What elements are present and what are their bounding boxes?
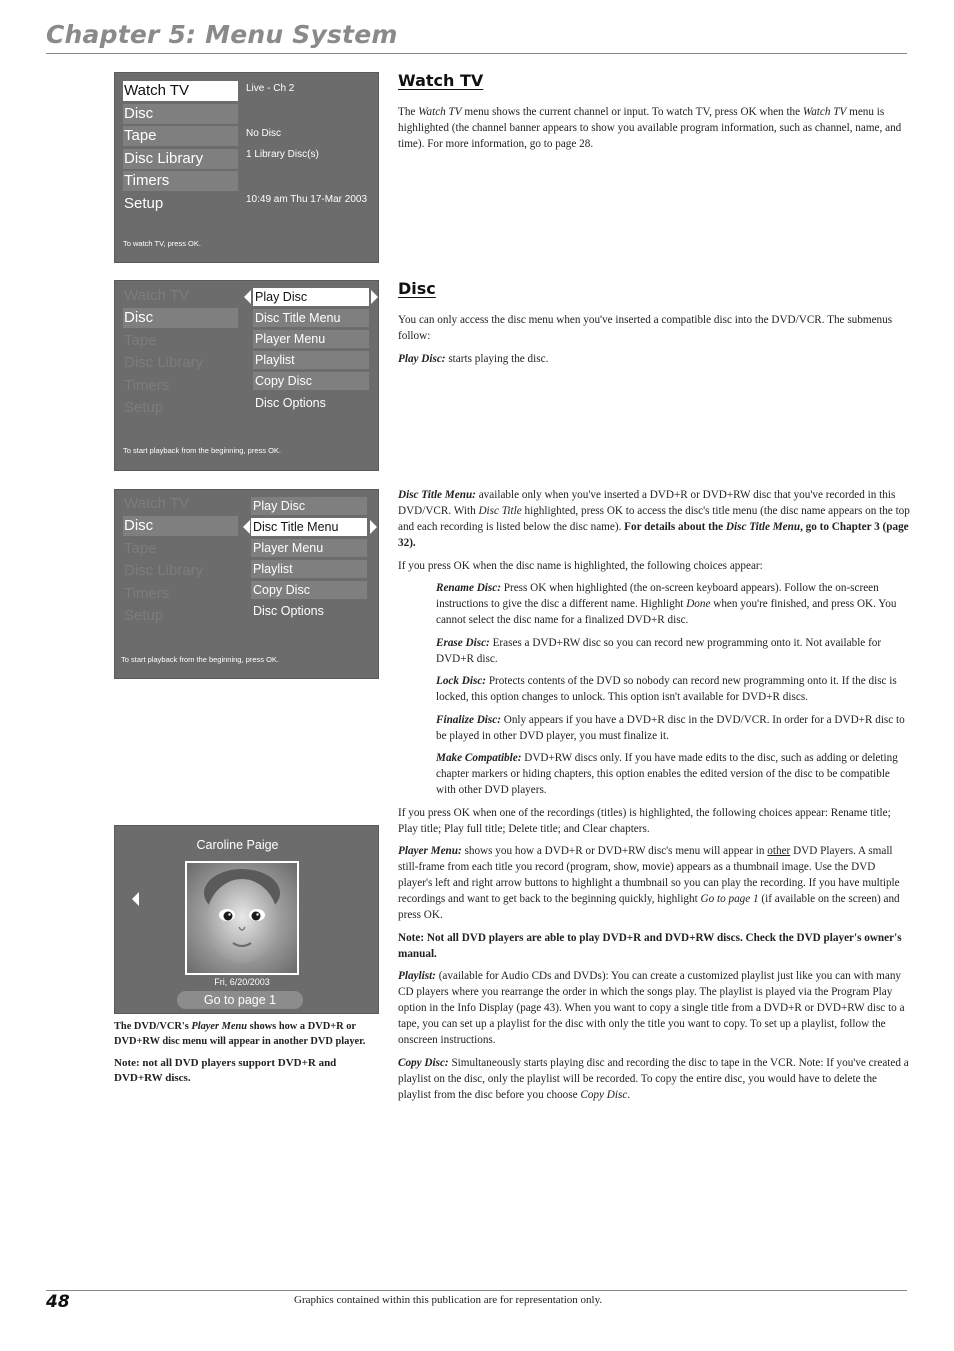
players-note: Note: Not all DVD players are able to play DVD+R and DVD+RW discs. Check the DVD player's owner's manual. [398, 932, 902, 960]
rename-disc-desc [436, 580, 910, 628]
term: Finalize Disc: [436, 714, 501, 726]
menu-item-setup[interactable]: Setup [124, 607, 164, 624]
menu-item-tape[interactable]: Tape [124, 332, 157, 349]
caption-part: shows how a DVD+R or DVD+RW disc menu will appear in another DVD player. [114, 1021, 366, 1047]
text: Erases a DVD+RW disc so you can record new programming onto it. Not available for DVD+R disc. [436, 637, 882, 665]
titles-choices: If you press OK when one of the recordings (titles) is highlighted, the following choices appear: Rename title; Play title; Play full title; Delete title; and Clear chapters. [398, 807, 891, 835]
text-italic: Copy Disc [580, 1089, 628, 1101]
menu-item-timers[interactable]: Timers [124, 377, 170, 394]
menu-item-tape[interactable]: Tape [123, 126, 238, 146]
text: available only when you've inserted a DVD+R or DVD+RW disc that you've recorded in this DVD/VCR. With [398, 489, 896, 517]
menu-item-setup[interactable]: Setup [124, 195, 164, 212]
term: Player Menu: [398, 845, 462, 857]
text: menu is highlighted (the channel banner appears to show you available program information, such as channel, name, and time). For more information, go to page 28. [398, 106, 902, 150]
page-number: 48 [46, 1292, 70, 1312]
menu-item-disc[interactable]: Disc [123, 104, 238, 124]
recording-date: Fri, 6/20/2003 [214, 977, 270, 987]
text: starts playing the disc. [445, 353, 549, 365]
menu-item-watch-tv[interactable]: Watch TV [124, 495, 190, 512]
text-bold: For details about the [624, 521, 726, 533]
library-status: 1 Library Disc(s) [246, 149, 319, 160]
text: . [627, 1089, 631, 1101]
make-compatible-desc [436, 750, 910, 798]
text: Only appears if you have a DVD+R disc in the DVD/VCR. In order for a DVD+R disc to be played in other DVD player, you must finalize it. [436, 714, 905, 742]
menu-item-setup[interactable]: Setup [124, 399, 164, 416]
text-bold-italic: Disc Title Menu [725, 521, 801, 533]
player-menu-caption [114, 1019, 382, 1049]
section-heading-disc: Disc [398, 279, 436, 298]
submenu-playlist[interactable]: Playlist [253, 351, 369, 369]
term: Play Disc: [398, 353, 446, 365]
text: menu shows the current channel or input. To watch TV, press OK when the [461, 106, 803, 118]
submenu-disc-options[interactable]: Disc Options [253, 604, 324, 618]
left-arrow-icon[interactable] [132, 892, 139, 906]
footer-notice: Graphics contained within this publication are for representation only. [294, 1294, 603, 1306]
thumbnail-frame[interactable] [185, 861, 299, 975]
text: Simultaneously starts playing disc and recording the disc to tape in the VCR. Note: If you've created a playlist on the disc, only the playlist will be recorded. To copy the entire disc, you would have to delete the playlist from the disc before you choose [398, 1057, 909, 1101]
text: highlighted, press OK to access the disc's title menu (the disc name appears on the top and each recording is listed below the disc name). [398, 505, 910, 533]
menu-item-disc[interactable]: Disc [123, 516, 238, 536]
disc-intro: You can only access the disc menu when you've inserted a compatible disc into the DVD/VCR. The submenus follow: [398, 314, 893, 342]
erase-disc-desc [436, 635, 910, 667]
text-underlined: other [767, 845, 791, 857]
hint-text: To start playback from the beginning, press OK. [121, 655, 279, 664]
text: Protects contents of the DVD so nobody can record new programming onto it. If the disc is locked, this option changes to unlock. This option isn't available for DVD+R discs. [436, 675, 897, 703]
clock-readout: 10:49 am Thu 17-Mar 2003 [246, 194, 368, 205]
menu-item-tape[interactable]: Tape [124, 540, 157, 557]
section-heading-watch-tv: Watch TV [398, 71, 484, 90]
text-italic: Watch TV [802, 106, 847, 118]
text: DVD+RW discs only. If you have made edits to the disc, such as adding or deleting chapter markers or hiding chapters, this option enables the edited version of the disc to be compatible with other DVD players. [436, 752, 898, 796]
term: Copy Disc: [398, 1057, 449, 1069]
submenu-play-disc[interactable]: Play Disc [251, 497, 367, 515]
text-italic: Done [686, 598, 711, 610]
submenu-disc-options[interactable]: Disc Options [255, 396, 326, 410]
recording-title: Caroline Paige [196, 838, 279, 852]
disc-status: No Disc [246, 128, 282, 139]
submenu-disc-title-menu[interactable]: Disc Title Menu [251, 518, 367, 536]
menu-item-disc[interactable]: Disc [123, 308, 238, 328]
right-arrow-icon[interactable] [371, 290, 378, 304]
menu-screen-disc-play [114, 280, 379, 471]
caption-italic: Player Menu [191, 1021, 248, 1032]
menu-item-watch-tv[interactable]: Watch TV [124, 287, 190, 304]
channel-info: Live - Ch 2 [246, 83, 295, 94]
player-menu-screen [114, 825, 379, 1014]
playlist-desc [398, 968, 910, 1048]
right-arrow-icon[interactable] [370, 520, 377, 534]
term: Rename Disc: [436, 582, 501, 594]
choices-intro: If you press OK when the disc name is highlighted, the following choices appear: [398, 560, 763, 572]
text: DVD Players. A small still-frame from each title you record (program, show, movie) appears as a thumbnail image. Use the DVD player's left and right arrow buttons to highlight a thumbnail so you can play the recording. If you have multiple recordings and want to get back to the beginning quickly, highlight [398, 845, 900, 905]
menu-item-disc-library[interactable]: Disc Library [124, 562, 204, 579]
hint-text: To start playback from the beginning, press OK. [123, 446, 281, 455]
menu-screen-disc-title [114, 489, 379, 679]
submenu-disc-title-menu[interactable]: Disc Title Menu [253, 309, 369, 327]
text: (available for Audio CDs and DVDs): You can create a customized playlist just like you can with many CD players where you rearrange the order in which the songs play. The playlist is played via the Program Play option in the Info Display (page 43). When you want to copy a single title from a DVD+R or DVD+RW disc to a tape, you can set up a playlist for the disc with only the title you want to copy. To set up a playlist, follow the onscreen instructions. [398, 970, 905, 1046]
menu-item-disc-library[interactable]: Disc Library [123, 149, 238, 169]
text-italic: Watch TV [418, 106, 462, 118]
disc-title-menu-desc [398, 487, 910, 551]
submenu-copy-disc[interactable]: Copy Disc [253, 372, 369, 390]
submenu-copy-disc[interactable]: Copy Disc [251, 581, 367, 599]
lock-disc-desc [436, 673, 910, 705]
support-note: Note: not all DVD players support DVD+R and DVD+RW discs. [114, 1057, 337, 1084]
menu-screen-watch-tv [114, 72, 379, 263]
menu-item-timers[interactable]: Timers [123, 171, 238, 191]
term: Make Compatible: [436, 752, 522, 764]
left-arrow-icon[interactable] [244, 290, 251, 304]
term: Playlist: [398, 970, 436, 982]
text: when you're finished, and press OK. You cannot select the disc name for a finalized DVD+R disc. [436, 598, 897, 626]
submenu-player-menu[interactable]: Player Menu [251, 539, 367, 557]
menu-item-watch-tv[interactable]: Watch TV [123, 81, 238, 101]
text: The [398, 106, 419, 118]
text-italic: Disc Title [478, 505, 522, 517]
submenu-playlist[interactable]: Playlist [251, 560, 367, 578]
hint-text: To watch TV, press OK. [123, 239, 201, 248]
caption-part: The DVD/VCR's [114, 1021, 192, 1032]
watch-tv-paragraph [398, 104, 910, 152]
text: shows you how a DVD+R or DVD+RW disc's menu will appear in [461, 845, 768, 857]
text-bold: , go to Chapter 3 (page 32). [398, 521, 909, 549]
submenu-play-disc[interactable]: Play Disc [253, 288, 369, 306]
menu-item-timers[interactable]: Timers [124, 585, 170, 602]
text-italic: Go to page 1 [700, 893, 759, 905]
text: (if available on the screen) and press OK. [398, 893, 900, 921]
copy-disc-desc [398, 1055, 910, 1103]
go-to-page-1-button[interactable]: Go to page 1 [177, 991, 303, 1009]
footer-rule [46, 1290, 907, 1291]
play-disc-desc [398, 351, 908, 367]
header-rule [46, 53, 907, 54]
finalize-disc-desc [436, 712, 910, 744]
baby-photo [187, 863, 297, 973]
chapter-title: Chapter 5: Menu System [46, 20, 398, 49]
submenu-player-menu[interactable]: Player Menu [253, 330, 369, 348]
player-menu-desc [398, 843, 910, 923]
menu-item-disc-library[interactable]: Disc Library [124, 354, 204, 371]
term: Erase Disc: [436, 637, 490, 649]
text: Press OK when highlighted (the on-screen keyboard appears). Follow the on-screen instructions to give the disc a different name. Highlight [436, 582, 879, 610]
left-arrow-icon[interactable] [243, 520, 250, 534]
term: Disc Title Menu: [398, 489, 476, 501]
term: Lock Disc: [436, 675, 487, 687]
